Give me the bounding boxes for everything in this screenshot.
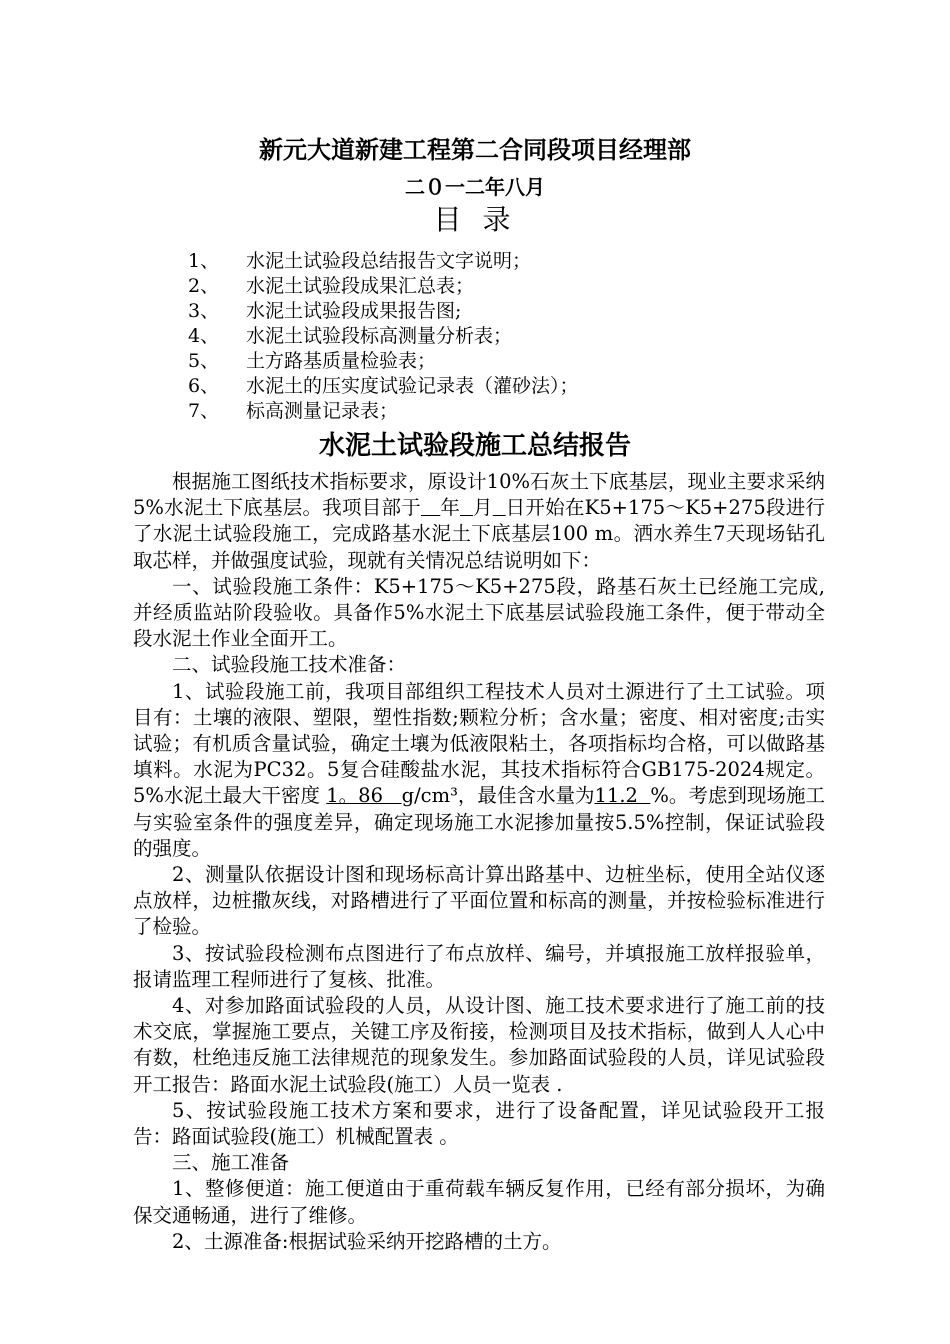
intro-text-start: 根据施工图纸技术指标要求，原设计10%石灰土下底基层，现业主要求采纳5%水泥土下底基层。我项目部于: [133, 470, 825, 520]
day-blank: [493, 496, 506, 519]
prep-item-3: 3、按试验段检测布点图进行了布点放样、编号，并填报施工放样报验单，报请监理工程师进行了复核、批准。: [133, 941, 825, 991]
section-2-heading: 二、试验段施工技术准备：: [172, 653, 407, 677]
month-blank: [460, 496, 473, 519]
intro-text-end: 日开始在K5+175～K5+275段进行了水泥土试验段施工，完成路基水泥土下底基层100 m。洒水养生7天现场钻孔取芯样，并做强度试验，现就有关情况总结说明如下：: [133, 496, 825, 572]
toc-item-text: 标高测量记录表；: [246, 400, 399, 422]
toc-item-number: 2、: [188, 275, 220, 297]
prep-item-1-text-b: g/cm³，最佳含水量为: [401, 784, 595, 808]
date-heading: 二０一二年八月: [405, 175, 545, 199]
toc-item: [0, 374, 950, 399]
toc-item: [0, 299, 950, 324]
toc-item: [0, 274, 950, 299]
prep-item-4: 4、对参加路面试验段的人员，从设计图、施工技术要求进行了施工前的技术交底，掌握施工要点，关键工序及衔接，检测项目及技术指标，做到人人心中有数，杜绝违反施工法律规范的现象发生。参加路面试验段的人员，详见试验段开工报告：路面水泥土试验段(施工）人员一览表 .: [133, 994, 825, 1096]
prep-item-1-text-c: %。考虑到现场施工与实验室条件的强度差异，确定现场施工水泥掺加量按5.5%控制，保证试验段的强度。: [133, 784, 825, 860]
intro-paragraph: [133, 469, 825, 574]
toc-title: 目 录: [433, 203, 517, 236]
toc-item-number: 7、: [188, 400, 220, 422]
prep-item-1: [133, 679, 825, 862]
toc-item-text: 水泥土试验段成果报告图;: [246, 300, 462, 322]
toc-item-text: 水泥土试验段标高测量分析表；: [246, 325, 513, 347]
year-label: 年: [440, 496, 461, 520]
section-1-conditions: 一、试验段施工条件：K5+175～K5+275段，路基石灰土已经施工完成,并经质监站阶段验收。具备作5%水泥土下底基层试验段施工条件，便于带动全段水泥土作业全面开工。: [133, 574, 825, 651]
toc-item-text: 水泥土试验段总结报告文字说明；: [246, 250, 532, 272]
year-blank: [421, 496, 440, 519]
toc-item-text: 土方路基质量检验表；: [246, 350, 437, 372]
toc-item-number: 3、: [188, 300, 220, 322]
prep-item-2: 2、测量队依据设计图和现场标高计算出路基中、边桩坐标，使用全站仪逐点放样，边桩撒灰线，对路槽进行了平面位置和标高的测量，并按检验标准进行了检验。: [133, 863, 825, 939]
section-3-heading: 三、施工准备: [172, 1151, 290, 1175]
toc-item: [0, 249, 950, 274]
report-title: 水泥土试验段施工总结报告: [318, 431, 631, 461]
toc-item-number: 6、: [188, 375, 220, 397]
organization-heading: 新元大道新建工程第二合同段项目经理部: [259, 136, 691, 164]
toc-item-number: 1、: [188, 250, 220, 272]
construction-item-1: 1、整修便道：施工便道由于重荷载车辆反复作用，已经有部分损坏，为确保交通畅通，进行了维修。: [133, 1177, 825, 1227]
toc-item: [0, 324, 950, 349]
month-label: 月: [472, 496, 493, 520]
toc-item-number: 4、: [188, 325, 220, 347]
toc-item-number: 5、: [188, 350, 220, 372]
toc-item-text: 水泥土的压实度试验记录表（灌砂法）；: [246, 375, 579, 397]
toc-item: [0, 349, 950, 374]
toc-item-text: 水泥土试验段成果汇总表；: [246, 275, 475, 297]
prep-item-1-text-a: 1、试验段施工前，我项目部组织工程技术人员对土源进行了土工试验。项目有：土壤的液限、塑限，塑性指数;颗粒分析；含水量；密度、相对密度;击实试验；有机质含量试验，确定土壤为低液限粘土，各项指标均合格，可以做路基填料。水泥为PC32。5复合硅酸盐水泥，其技术指标符合GB175-2024规定。5%水泥土最大干密度: [133, 679, 825, 808]
report-body: [133, 469, 825, 1255]
optimum-moisture-value: 11.2: [594, 784, 651, 808]
toc-item: [0, 399, 950, 424]
max-dry-density-value: 1。86: [326, 784, 402, 808]
construction-item-2: 2、土源准备:根据试验采纳开挖路槽的土方。: [172, 1229, 562, 1253]
table-of-contents: [0, 249, 950, 424]
prep-item-5: 5、按试验段施工技术方案和要求，进行了设备配置，详见试验段开工报告：路面试验段(施工）机械配置表 。: [133, 1098, 825, 1149]
